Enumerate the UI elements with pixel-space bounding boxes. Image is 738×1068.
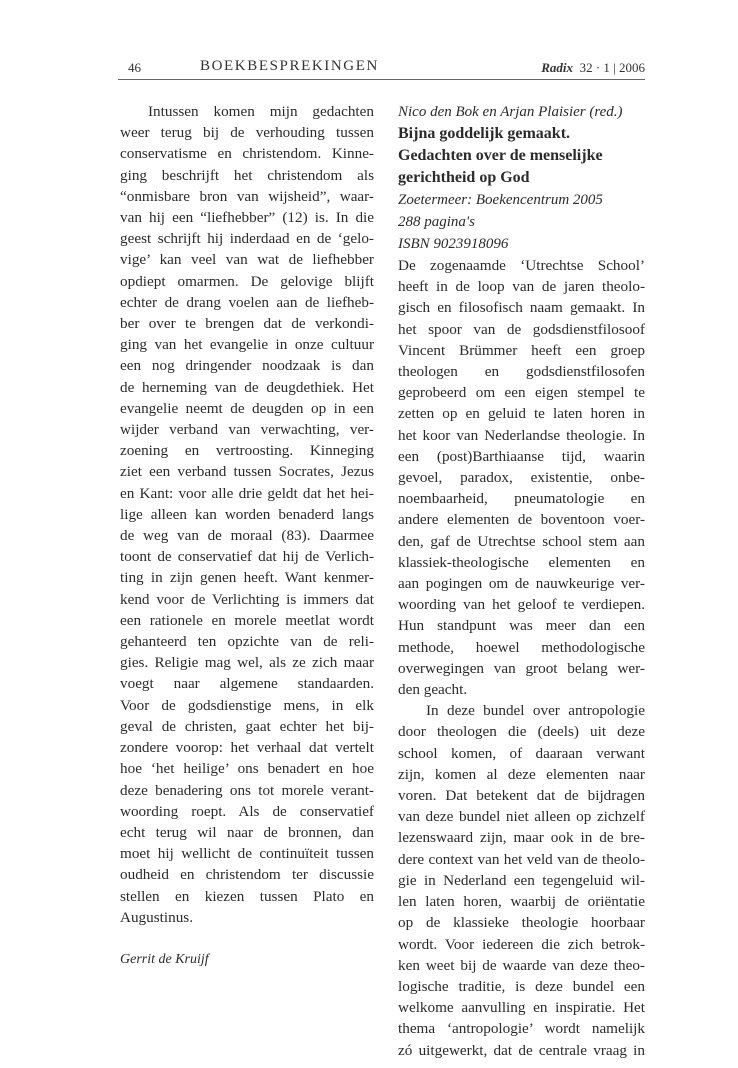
book-publisher: Zoetermeer: Boekencentrum 2005 — [398, 192, 603, 208]
text-line: stellen en kiezen tussen Plato en — [120, 887, 374, 905]
journal-issue: 32 · 1 | 2006 — [579, 60, 645, 75]
text-line: thema ‘antropologie’ wordt namelijk — [398, 1020, 645, 1038]
book-isbn: ISBN 9023918096 — [398, 236, 509, 252]
section-title: BOEKBESPREKINGEN — [200, 58, 379, 74]
book-title-line: Gedachten over de menselijke — [398, 147, 603, 164]
text-line: het spoor van de godsdienstfilosoof — [398, 320, 645, 338]
left-column — [120, 101, 374, 970]
book-details — [398, 101, 645, 255]
text-line: opdiept omarmen. De gelovige blijft — [120, 272, 374, 290]
text-line: ziet een verband tussen Socrates, Jezus — [120, 463, 374, 481]
text-line: lige alleen kan worden benaderd langs — [120, 505, 374, 523]
text-line: weer terug bij de verhouding tussen — [120, 124, 374, 142]
text-line: een rationele en morele meetlat wordt — [120, 611, 374, 629]
text-line: wijder verband van verwachting, ver- — [120, 421, 374, 439]
text-line: ting in zijn genen heeft. Want kenmer- — [120, 569, 374, 587]
text-line: school komen, of daaraan verwant — [398, 744, 645, 762]
text-line: op de klassieke theologie hoorbaar — [398, 914, 645, 932]
text-line: woording roept. Als de conservatief — [120, 802, 374, 820]
text-line: van hij een “liefhebber” (12) is. In die — [120, 209, 374, 227]
text-line: woording van het geloof te verdiepen. — [398, 596, 645, 614]
text-line: De zogenaamde ‘Utrechtse School’ — [398, 257, 645, 274]
text-line: zijn, komen al deze elementen naar — [398, 765, 645, 783]
text-line: gie in Nederland een tegengeluid wil- — [398, 871, 645, 889]
reviewer-signature: Gerrit de Kruijf — [120, 951, 209, 967]
text-line: van deze bundel niet alleen op zichzelf — [398, 808, 645, 826]
header-rule — [118, 79, 645, 80]
right-column — [398, 101, 645, 1061]
text-line: ken weet bij de waarde van deze theo- — [398, 956, 645, 974]
text-line: geval de christen, gaat echter het bij- — [120, 717, 374, 735]
journal-reference — [541, 60, 645, 76]
text-line: Hun standpunt was meer dan een — [398, 617, 645, 635]
text-line: en Kant: voor alle drie geldt dat het hei- — [120, 484, 374, 502]
text-line: Augustinus. — [120, 908, 193, 926]
text-line: echter de drang voelen aan de liefheb- — [120, 293, 374, 311]
text-line: ging beschrijft het christendom als — [120, 166, 374, 184]
text-line: toont de conservatief dat hij de Verlich- — [120, 548, 374, 566]
text-line: hoe ‘het heilige’ ons benadert en hoe — [120, 760, 374, 778]
text-line: wordt. Voor iedereen die zich betrok- — [398, 935, 645, 953]
text-line: In deze bundel over antropologie — [426, 702, 645, 720]
text-line: welkome aanvulling en inspiratie. Het — [398, 999, 645, 1017]
text-line: dere context van het veld van de theolo- — [398, 850, 645, 868]
text-line: kend voor de Verlichting is immers dat — [120, 590, 374, 608]
text-line: de weg van de moraal (83). Daarmee — [120, 527, 374, 545]
text-line: overwegingen van groot belang wer- — [398, 659, 645, 677]
running-header — [118, 58, 645, 78]
text-line: gies. Religie mag wel, als ze zich maar — [120, 654, 374, 672]
text-line: door theologen die (deels) uit deze — [398, 723, 645, 741]
page-number: 46 — [128, 60, 141, 75]
text-line: evangelie neemt de deugden op in een — [120, 399, 374, 417]
review-paragraph — [120, 101, 374, 928]
text-line: klassiek-theologische elementen en — [398, 553, 645, 571]
text-line: “onmisbare bron van wijsheid”, waar- — [120, 187, 374, 205]
journal-name: Radix — [541, 60, 574, 75]
text-line: ber over te brengen dat de verkondi- — [120, 315, 374, 333]
text-line: een (post)Barthiaanse tijd, waarin — [398, 447, 645, 465]
text-line: heeft in de loop van de jaren theolo- — [398, 278, 645, 296]
text-line: gehanteerd ten opzichte van de reli- — [120, 633, 374, 651]
text-line: zoening en vertroosting. Kinneging — [120, 442, 374, 460]
text-line: moet hij wellicht de continuïteit tussen — [120, 845, 374, 863]
text-line: conservatisme en christendom. Kinne- — [120, 145, 374, 163]
text-line: Voor de godsdienstige mens, in elk — [120, 696, 374, 714]
text-line: een nog dringender noodzaak is dan — [120, 357, 374, 375]
book-title-line: gerichtheid op God — [398, 169, 530, 186]
review-paragraph — [398, 700, 645, 1060]
review-paragraph — [398, 255, 645, 700]
text-line: voegt naar algemene standaarden. — [120, 675, 374, 693]
text-line: logische traditie, is deze bundel een — [398, 977, 645, 995]
text-line: zondere voorop: het verhaal dat vertelt — [120, 739, 374, 757]
book-pages: 288 pagina's — [398, 214, 475, 230]
text-line: den, gaf de Utrechtse school stem aan — [398, 532, 645, 550]
book-editors: Nico den Bok en Arjan Plaisier (red.) — [398, 104, 623, 120]
text-line: geprobeerd om een eigen stempel te — [398, 384, 645, 402]
text-line: lezenswaard zijn, maar ook in de bre- — [398, 829, 645, 847]
text-line: ging van het evangelie in onze cultuur — [120, 336, 374, 354]
text-line: het koor van Nederlandse theologie. In — [398, 426, 645, 444]
text-line: gevoel, paradox, existentie, onbe- — [398, 469, 645, 487]
text-line: Intussen komen mijn gedachten — [148, 103, 374, 120]
text-line: methode, hoewel methodologische — [398, 638, 645, 656]
text-line: gisch en filosofisch naam gemaakt. In — [398, 299, 645, 317]
book-title-line: Bijna goddelijk gemaakt. — [398, 125, 571, 142]
text-line: Vincent Brümmer heeft een groep — [398, 341, 645, 359]
text-line: deze benadering ons tot morele verant- — [120, 781, 374, 799]
text-line: andere elementen de boventoon voer- — [398, 511, 645, 529]
text-line: echt terug wil naar de bronnen, dan — [120, 823, 374, 841]
text-line: de herneming van de deugdethiek. Het — [120, 378, 374, 396]
text-line: zó uitgewerkt, dat de centrale vraag in — [398, 1041, 645, 1059]
text-line: theologen en godsdienstfilosofen — [398, 363, 645, 381]
text-line: aan pogingen om de nauwkeurige ver- — [398, 575, 645, 593]
text-line: voren. Dat betekent dat de bijdragen — [398, 787, 645, 805]
text-line: len laten horen, waarbij de oriëntatie — [398, 893, 645, 911]
text-line: den geacht. — [398, 681, 468, 699]
text-line: oudheid en christendom ter discussie — [120, 866, 374, 884]
text-line: zetten op en geluid te laten horen in — [398, 405, 645, 423]
text-line: vige’ kan veel van wat de liefhebber — [120, 251, 374, 269]
text-line: noembaarheid, pneumatologie en — [398, 490, 645, 508]
text-line: geest schrijft hij inderdaad en de ‘gelo- — [120, 230, 374, 248]
